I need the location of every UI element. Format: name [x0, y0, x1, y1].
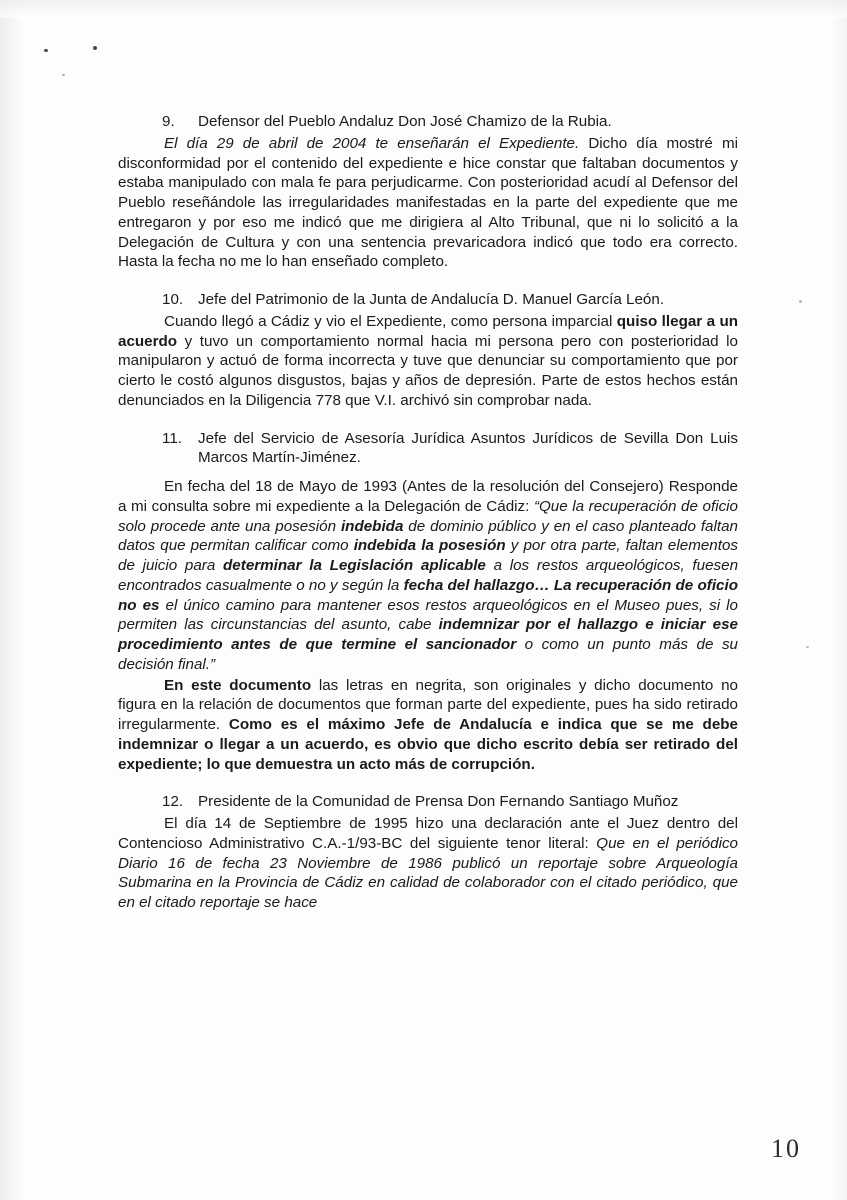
scan-speck	[93, 46, 97, 50]
text-run: y tuvo un comportamiento normal hacia mi persona pero con posterioridad lo manipularon y actuó de forma incorrecta y tuve que denunciar su comportamiento que por cierto le costó algunos disgustos, bajas y años de depresión. Parte de estos hechos están denunciados en la Diligencia 778 que V.I. archivó sin comprobar nada.	[118, 332, 738, 409]
section-title: Jefe del Servicio de Asesoría Jurídica Asuntos Jurídicos de Sevilla Don Luis Marcos Martín-Jiménez.	[198, 429, 738, 467]
scan-speck	[806, 646, 809, 648]
section-number: 10.	[162, 291, 184, 308]
section-heading	[118, 112, 738, 132]
paragraph	[118, 477, 738, 675]
text-run: El día 14 de Septiembre de 1995 hizo una declaración ante el Juez dentro del Contencioso Administrativo C.A.-1/93-BC del siguiente tenor literal:	[118, 815, 738, 852]
paragraph	[118, 312, 738, 411]
section-number: 11.	[162, 429, 182, 447]
text-run: indebida	[340, 517, 404, 535]
text-run: En fecha del 18 de Mayo de 1993 (Antes de la resolución del Consejero) Responde a mi consulta sobre mi expediente a la Delegación de Cádiz:	[118, 478, 738, 515]
text-run: Que en el periódico Diario 16 de fecha 23 Noviembre de 1986 publicó un reportaje sobre Arqueología Submarina en la Provincia de Cádiz en calidad de colaborador con el citado periódico, que en el citado reportaje se hace	[118, 834, 738, 911]
text-run: determinar la Legislación aplicable	[223, 557, 486, 574]
scan-edge-right	[827, 0, 847, 1200]
section-number: 12.	[162, 793, 184, 811]
spacer	[118, 470, 738, 477]
section-title: Jefe del Patrimonio de la Junta de Andalucía D. Manuel García León.	[198, 291, 665, 308]
text-run: el único camino para mantener esos restos arqueológicos en el Museo pues, si lo permiten las circunstancias del asunto, cabe	[118, 596, 738, 634]
text-run: o como un punto más de su decisión final.”	[118, 636, 738, 673]
section-number: 9.	[162, 113, 175, 130]
paragraph-text: Dicho día mostré mi disconformidad por el contenido del expediente e hice constar que faltaban documentos y estaba manipulado con mala fe para perjudicarme. Con posterioridad acudí al Defensor del Pueblo reseñándole las irregularidades manifestadas en la parte del expediente que me entregaron y por eso me indicó que me dirigiera al Alto Tribunal, que ni lo solicitó a la Delegación de Cultura y con una sentencia prevaricadora indicó que todo era correcto. Hasta la fecha no me lo han enseñado completo.	[118, 134, 738, 271]
text-run: y por otra parte, faltan elementos de juicio para	[118, 537, 738, 574]
paragraph-lead-italic: El día 29 de abril de 2004 te enseñarán el Expediente.	[164, 134, 580, 152]
text-run: las letras en negrita, son originales y dicho documento no figura en la relación de documentos que forman parte del expediente, pues ha sido retirado irregularmente.	[118, 676, 738, 733]
scan-speck	[799, 300, 802, 303]
scan-edge-left	[0, 0, 26, 1200]
section-title: Presidente de la Comunidad de Prensa Don Fernando Santiago Muñoz	[198, 793, 679, 811]
section-title: Defensor del Pueblo Andaluz Don José Chamizo de la Rubia.	[198, 113, 612, 130]
text-run: a los restos arqueológicos, fuesen encontrados casualmente o no y según la	[118, 557, 739, 594]
section-heading	[118, 290, 738, 310]
scan-speck	[62, 74, 65, 76]
paragraph	[118, 134, 738, 272]
text-run: Como es el máximo Jefe de Andalucía e indica que se me debe indemnizar o llegar a un acuerdo, es obvio que dicho escrito debía ser retirado del expediente; lo que demuestra un acto más de corrupción.	[118, 716, 738, 773]
paragraph	[118, 676, 738, 775]
paragraph	[118, 814, 738, 913]
text-run: fecha del hallazgo… La recuperación de oficio no es	[118, 576, 738, 614]
text-run: quiso llegar a un acuerdo	[118, 312, 738, 350]
section-heading	[118, 429, 738, 469]
text-run: En este documento	[164, 676, 312, 694]
text-run: “Que la recuperación de oficio solo procede ante una posesión	[118, 497, 738, 535]
text-run: indebida la posesión	[353, 537, 506, 555]
text-run: de dominio público y en el caso planteado faltan datos que permitan calificar como	[118, 517, 738, 555]
scan-edge-top	[0, 0, 847, 18]
text-run: Cuando llegó a Cádiz y vio el Expediente, como persona imparcial	[164, 312, 617, 330]
page-number: 10	[771, 1134, 801, 1163]
section-heading	[118, 792, 738, 812]
text-run: indemnizar por el hallazgo e iniciar ese procedimiento antes de que termine el sancionador	[118, 616, 738, 653]
scan-speck	[44, 49, 49, 53]
document-body	[118, 112, 738, 913]
